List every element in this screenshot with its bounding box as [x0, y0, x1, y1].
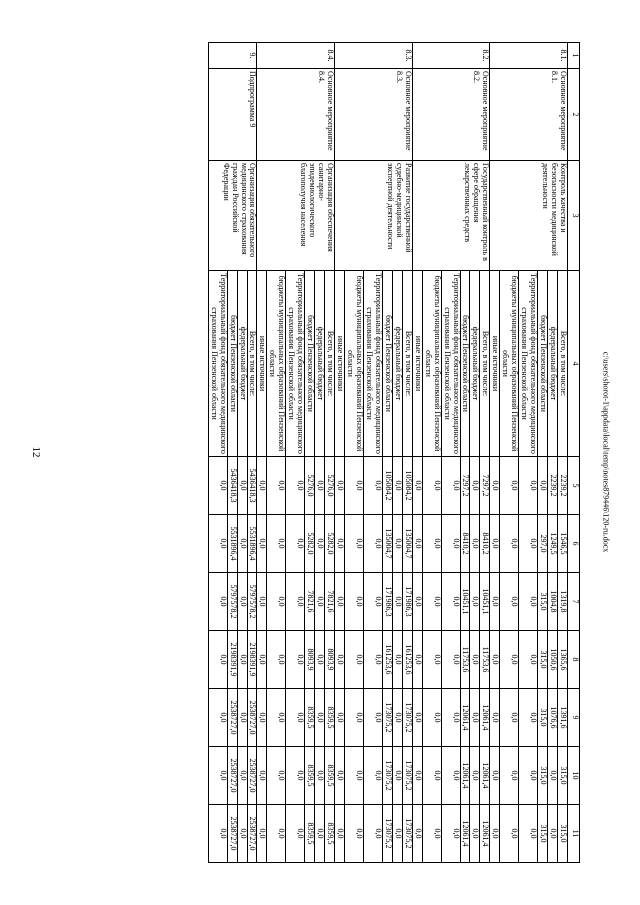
value-cell: 12061,4	[460, 689, 470, 747]
value-cell: 0,0	[441, 457, 460, 515]
value-cell: 5282,0	[325, 515, 335, 573]
value-cell: 0,0	[286, 631, 305, 689]
value-cell: 315,0	[558, 747, 568, 805]
value-cell: 0,0	[490, 515, 500, 573]
table-row	[247, 43, 257, 863]
value-cell: 0,0	[257, 747, 267, 805]
value-cell: 2538727,0	[247, 689, 257, 747]
value-cell: 5797578,2	[227, 573, 237, 631]
value-cell: 8093,9	[325, 631, 335, 689]
value-cell: 0,0	[267, 805, 286, 863]
value-cell: 0,0	[422, 747, 441, 805]
value-cell: 8093,9	[305, 631, 315, 689]
value-cell: 0,0	[345, 631, 364, 689]
header-cell: 1	[568, 43, 580, 69]
value-cell: 0,0	[345, 689, 364, 747]
header-cell: 8	[568, 631, 580, 689]
value-cell: 0,0	[208, 457, 227, 515]
funding-source-cell: Территориальный фонд обязательного медицинского страхования Пензенской области	[363, 271, 382, 457]
value-cell: 0,0	[363, 457, 382, 515]
value-cell: 0,0	[392, 573, 402, 631]
value-cell: 0,0	[267, 689, 286, 747]
activity-name-cell: Контроль качества и безопасности медицинской деятельности	[490, 161, 568, 271]
value-cell: 0,0	[335, 631, 345, 689]
value-cell: 173075,2	[402, 689, 412, 747]
value-cell: 0,0	[441, 805, 460, 863]
value-cell: 0,0	[470, 689, 480, 747]
value-cell: 0,0	[286, 747, 305, 805]
value-cell: 315,0	[538, 689, 548, 747]
value-cell: 0,0	[237, 457, 247, 515]
value-cell: 0,0	[490, 457, 500, 515]
footer-file-path: c:\users\shorot-1\appdata\local\temp\notes879446\120-ru.docx	[601, 351, 611, 553]
value-cell: 2538727,0	[247, 747, 257, 805]
value-cell: 0,0	[257, 515, 267, 573]
value-cell: 0,0	[208, 573, 227, 631]
value-cell: 7821,6	[325, 573, 335, 631]
value-cell: 0,0	[345, 573, 364, 631]
value-cell: 2538727,0	[227, 689, 237, 747]
value-cell: 0,0	[548, 747, 558, 805]
row-number-cell: 8.4.	[257, 43, 335, 69]
value-cell: 0,0	[490, 631, 500, 689]
value-cell: 0,0	[315, 805, 325, 863]
value-cell: 0,0	[315, 631, 325, 689]
value-cell: 0,0	[500, 515, 519, 573]
value-cell: 7821,6	[305, 573, 315, 631]
funding-source-cell: бюджеты муниципальных образований Пензенской области	[422, 271, 441, 457]
value-cell: 0,0	[392, 747, 402, 805]
value-cell: 173075,2	[382, 747, 392, 805]
value-cell: 315,0	[538, 747, 548, 805]
value-cell: 10451,1	[460, 573, 470, 631]
value-cell: 5531896,4	[227, 515, 237, 573]
value-cell: 0,0	[470, 631, 480, 689]
value-cell: 0,0	[422, 573, 441, 631]
value-cell: 7297,2	[460, 457, 470, 515]
value-cell: 297,0	[538, 515, 548, 573]
value-cell: 5531896,4	[247, 515, 257, 573]
row-number-cell: 9.	[208, 43, 257, 69]
funding-source-cell: бюджет Пензенской области	[538, 271, 548, 457]
value-cell: 10451,1	[480, 573, 490, 631]
funding-source-cell: бюджет Пензенской области	[305, 271, 315, 457]
funding-source-cell: Территориальный фонд обязательного медицинского страхования Пензенской области	[286, 271, 305, 457]
value-cell: 0,0	[412, 631, 422, 689]
funding-source-cell: иные источники	[412, 271, 422, 457]
activity-name-cell: Организация обеспечения санитарно-эпидемиологического благополучия населения	[257, 161, 335, 271]
value-cell: 12061,4	[480, 747, 490, 805]
value-cell: 0,0	[519, 457, 538, 515]
header-cell: 3	[568, 161, 580, 271]
value-cell: 0,0	[422, 631, 441, 689]
value-cell: 0,0	[392, 631, 402, 689]
header-cell: 4	[568, 271, 580, 457]
value-cell: 0,0	[257, 805, 267, 863]
value-cell: 8359,5	[305, 805, 315, 863]
header-cell: 6	[568, 515, 580, 573]
value-cell: 0,0	[470, 457, 480, 515]
value-cell: 2538727,0	[227, 747, 237, 805]
header-row	[568, 43, 580, 863]
funding-source-cell: Территориальный фонд обязательного медицинского страхования Пензенской области	[441, 271, 460, 457]
value-cell: 0,0	[267, 457, 286, 515]
value-cell: 0,0	[267, 515, 286, 573]
value-cell: 5282,0	[305, 515, 315, 573]
value-cell: 11753,6	[480, 631, 490, 689]
value-cell: 0,0	[519, 805, 538, 863]
value-cell: 0,0	[500, 689, 519, 747]
value-cell: 0,0	[208, 747, 227, 805]
value-cell: 2239,2	[558, 457, 568, 515]
activity-name-cell: Развитие государственной судебно-медицинской экспертной деятельности	[335, 161, 413, 271]
value-cell: 0,0	[500, 631, 519, 689]
value-cell: 0,0	[441, 573, 460, 631]
value-cell: 0,0	[519, 515, 538, 573]
value-cell: 173075,2	[382, 805, 392, 863]
activity-name-cell: Организация обязательного медицинского страхования граждан Российской Федерации	[208, 161, 257, 271]
funding-source-cell: Всего, в том числе:	[402, 271, 412, 457]
value-cell: 0,0	[237, 805, 247, 863]
value-cell: 0,0	[500, 805, 519, 863]
value-cell: 0,0	[470, 515, 480, 573]
value-cell: 0,0	[519, 747, 538, 805]
value-cell: 0,0	[500, 457, 519, 515]
value-cell: 0,0	[208, 631, 227, 689]
value-cell: 0,0	[257, 457, 267, 515]
value-cell: 0,0	[538, 457, 548, 515]
value-cell: 8359,5	[325, 689, 335, 747]
value-cell: 2538727,0	[227, 805, 237, 863]
activity-type-cell: Основное мероприятие 8.2.	[412, 69, 490, 161]
value-cell: 1249,5	[548, 515, 558, 573]
activity-type-cell: Основное мероприятие 8.1.	[490, 69, 568, 161]
funding-source-cell: иные источники	[257, 271, 267, 457]
value-cell: 0,0	[363, 631, 382, 689]
value-cell: 0,0	[315, 747, 325, 805]
value-cell: 0,0	[257, 689, 267, 747]
value-cell: 0,0	[315, 457, 325, 515]
funding-source-cell: федеральный бюджет	[237, 271, 247, 457]
value-cell: 2538727,0	[247, 805, 257, 863]
value-cell: 11753,6	[460, 631, 470, 689]
value-cell: 0,0	[392, 515, 402, 573]
funding-source-cell: Всего, в том числе:	[558, 271, 568, 457]
value-cell: 0,0	[441, 515, 460, 573]
value-cell: 0,0	[519, 689, 538, 747]
funding-source-cell: Территориальный фонд обязательного медицинского страхования Пензенской области	[208, 271, 227, 457]
value-cell: 315,0	[538, 631, 548, 689]
funding-source-cell: Всего, в том числе:	[480, 271, 490, 457]
value-cell: 0,0	[267, 573, 286, 631]
value-cell: 0,0	[392, 689, 402, 747]
value-cell: 5436418,3	[247, 457, 257, 515]
value-cell: 8359,5	[325, 805, 335, 863]
value-cell: 0,0	[335, 573, 345, 631]
value-cell: 0,0	[286, 573, 305, 631]
value-cell: 2239,2	[548, 457, 558, 515]
activity-type-cell: Подпрограмма 9	[208, 69, 257, 161]
value-cell: 0,0	[412, 457, 422, 515]
value-cell: 1546,5	[558, 515, 568, 573]
value-cell: 1050,6	[548, 631, 558, 689]
funding-source-cell: федеральный бюджет	[470, 271, 480, 457]
value-cell: 12061,4	[460, 747, 470, 805]
funding-table	[208, 42, 580, 863]
value-cell: 0,0	[237, 631, 247, 689]
value-cell: 0,0	[335, 805, 345, 863]
value-cell: 0,0	[422, 689, 441, 747]
value-cell: 8359,5	[325, 747, 335, 805]
table-row	[558, 43, 568, 863]
value-cell: 0,0	[470, 805, 480, 863]
value-cell: 2198391,9	[247, 631, 257, 689]
value-cell: 0,0	[412, 747, 422, 805]
value-cell: 0,0	[490, 805, 500, 863]
header-cell: 2	[568, 69, 580, 161]
value-cell: 171986,3	[402, 573, 412, 631]
value-cell: 7297,2	[480, 457, 490, 515]
value-cell: 0,0	[519, 631, 538, 689]
funding-source-cell: Всего, в том числе:	[247, 271, 257, 457]
activity-name-cell: Государственный контроль в сфере обращения лекарственных средств	[412, 161, 490, 271]
value-cell: 0,0	[422, 805, 441, 863]
value-cell: 0,0	[412, 515, 422, 573]
value-cell: 161253,6	[382, 631, 392, 689]
value-cell: 173075,2	[402, 805, 412, 863]
value-cell: 105084,2	[402, 457, 412, 515]
value-cell: 135004,7	[382, 515, 392, 573]
value-cell: 315,0	[558, 805, 568, 863]
value-cell: 0,0	[237, 747, 247, 805]
value-cell: 0,0	[237, 573, 247, 631]
value-cell: 0,0	[412, 689, 422, 747]
page-number: 12	[30, 446, 42, 458]
value-cell: 0,0	[422, 457, 441, 515]
value-cell: 173075,2	[382, 689, 392, 747]
value-cell: 0,0	[335, 515, 345, 573]
value-cell: 0,0	[441, 689, 460, 747]
value-cell: 0,0	[470, 573, 480, 631]
value-cell: 0,0	[335, 747, 345, 805]
value-cell: 0,0	[237, 515, 247, 573]
value-cell: 0,0	[363, 689, 382, 747]
value-cell: 171986,3	[382, 573, 392, 631]
value-cell: 5436418,3	[227, 457, 237, 515]
row-number-cell: 8.3.	[335, 43, 413, 69]
table-row	[480, 43, 490, 863]
funding-source-cell: иные источники	[335, 271, 345, 457]
value-cell: 0,0	[392, 457, 402, 515]
value-cell: 161253,6	[402, 631, 412, 689]
value-cell: 1365,6	[558, 631, 568, 689]
value-cell: 0,0	[441, 747, 460, 805]
value-cell: 173075,2	[402, 747, 412, 805]
value-cell: 0,0	[208, 689, 227, 747]
rotated-table-container	[60, 42, 580, 862]
value-cell: 0,0	[286, 515, 305, 573]
value-cell: 1004,8	[548, 573, 558, 631]
value-cell: 0,0	[257, 631, 267, 689]
value-cell: 0,0	[422, 515, 441, 573]
value-cell: 0,0	[335, 457, 345, 515]
value-cell: 0,0	[286, 689, 305, 747]
value-cell: 0,0	[267, 747, 286, 805]
funding-source-cell: федеральный бюджет	[548, 271, 558, 457]
value-cell: 0,0	[345, 747, 364, 805]
table-body	[208, 43, 567, 863]
value-cell: 5797578,2	[247, 573, 257, 631]
table-row	[402, 43, 412, 863]
value-cell: 0,0	[519, 573, 538, 631]
value-cell: 8410,2	[480, 515, 490, 573]
value-cell: 0,0	[470, 747, 480, 805]
value-cell: 135004,7	[402, 515, 412, 573]
header-cell: 11	[568, 805, 580, 863]
activity-type-cell: Основное мероприятие 8.4.	[257, 69, 335, 161]
value-cell: 0,0	[208, 515, 227, 573]
value-cell: 0,0	[286, 805, 305, 863]
value-cell: 0,0	[490, 747, 500, 805]
header-cell: 5	[568, 457, 580, 515]
value-cell: 0,0	[345, 805, 364, 863]
value-cell: 0,0	[363, 805, 382, 863]
funding-source-cell: бюджет Пензенской области	[227, 271, 237, 457]
value-cell: 0,0	[345, 457, 364, 515]
header-cell: 9	[568, 689, 580, 747]
value-cell: 12061,4	[480, 805, 490, 863]
value-cell: 8359,5	[305, 747, 315, 805]
value-cell: 315,0	[538, 573, 548, 631]
value-cell: 0,0	[363, 573, 382, 631]
value-cell: 0,0	[548, 805, 558, 863]
row-number-cell: 8.2.	[412, 43, 490, 69]
value-cell: 0,0	[335, 689, 345, 747]
row-number-cell: 8.1.	[490, 43, 568, 69]
funding-source-cell: бюджет Пензенской области	[382, 271, 392, 457]
value-cell: 0,0	[345, 515, 364, 573]
funding-source-cell: бюджет Пензенской области	[460, 271, 470, 457]
table-row	[325, 43, 335, 863]
funding-source-cell: федеральный бюджет	[392, 271, 402, 457]
value-cell: 0,0	[257, 573, 267, 631]
value-cell: 0,0	[363, 747, 382, 805]
value-cell: 0,0	[490, 573, 500, 631]
funding-source-cell: Всего, в том числе:	[325, 271, 335, 457]
value-cell: 0,0	[412, 805, 422, 863]
header-cell: 7	[568, 573, 580, 631]
value-cell: 0,0	[490, 689, 500, 747]
value-cell: 5276,0	[305, 457, 315, 515]
value-cell: 0,0	[500, 573, 519, 631]
funding-source-cell: бюджеты муниципальных образований Пензенской области	[345, 271, 364, 457]
funding-source-cell: федеральный бюджет	[315, 271, 325, 457]
value-cell: 0,0	[267, 631, 286, 689]
value-cell: 0,0	[208, 805, 227, 863]
value-cell: 105084,2	[382, 457, 392, 515]
value-cell: 1391,6	[558, 689, 568, 747]
value-cell: 0,0	[441, 631, 460, 689]
value-cell: 8359,5	[305, 689, 315, 747]
funding-source-cell: бюджеты муниципальных образований Пензенской области	[500, 271, 519, 457]
value-cell: 0,0	[237, 689, 247, 747]
funding-source-cell: иные источники	[490, 271, 500, 457]
value-cell: 0,0	[363, 515, 382, 573]
value-cell: 8410,2	[460, 515, 470, 573]
value-cell: 2198391,9	[227, 631, 237, 689]
funding-source-cell: Территориальный фонд обязательного медицинского страхования Пензенской области	[519, 271, 538, 457]
value-cell: 1319,8	[558, 573, 568, 631]
value-cell: 12061,4	[480, 689, 490, 747]
value-cell: 0,0	[315, 515, 325, 573]
value-cell: 1076,6	[548, 689, 558, 747]
value-cell: 0,0	[315, 689, 325, 747]
value-cell: 0,0	[315, 573, 325, 631]
value-cell: 5276,0	[325, 457, 335, 515]
value-cell: 12061,4	[460, 805, 470, 863]
funding-source-cell: бюджеты муниципальных образований Пензенской области	[267, 271, 286, 457]
value-cell: 315,0	[538, 805, 548, 863]
value-cell: 0,0	[392, 805, 402, 863]
value-cell: 0,0	[286, 457, 305, 515]
value-cell: 0,0	[500, 747, 519, 805]
activity-type-cell: Основное мероприятие 8.3.	[335, 69, 413, 161]
value-cell: 0,0	[412, 573, 422, 631]
header-cell: 10	[568, 747, 580, 805]
